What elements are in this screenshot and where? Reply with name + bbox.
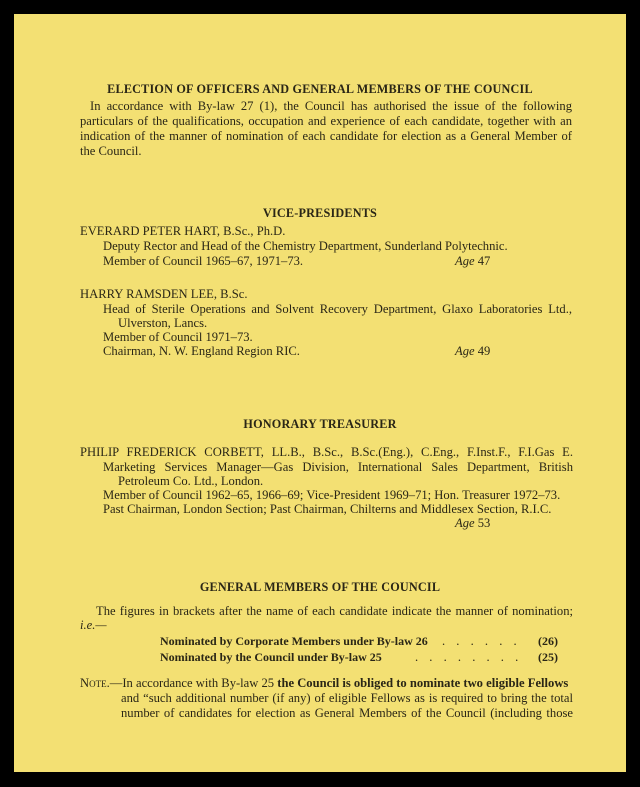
candidate-lee-line-3: Member of Council 1971–73. (103, 330, 253, 344)
treasurer-line-1: Marketing Services Manager—Gas Division, International Sales Department, British (103, 460, 573, 474)
nomination-label-council: Nominated by the Council under By-law 25 (160, 650, 382, 664)
candidate-hart-age: Age 47 (455, 254, 491, 268)
general-members-heading: GENERAL MEMBERS OF THE COUNCIL (199, 580, 441, 594)
treasurer-line-4: Past Chairman, London Section; Past Chairman, Chilterns and Middlesex Section, R.I.C. (103, 502, 552, 516)
nomination-dots-corporate: . . . . . . (442, 634, 521, 648)
nomination-code-council: (25) (538, 650, 558, 664)
vice-presidents-heading: VICE-PRESIDENTS (262, 206, 378, 220)
nomination-dots-council: . . . . . . . . (415, 650, 523, 664)
treasurer-line-3: Member of Council 1962–65, 1966–69; Vice-President 1969–71; Hon. Treasurer 1972–73. (103, 488, 561, 502)
note-prefix: Note. (80, 676, 110, 690)
nomination-label-corporate: Nominated by Corporate Members under By-law 26 (160, 634, 428, 648)
note-line-3: number of candidates for election as General Members of the Council (including those (121, 706, 573, 720)
treasurer-heading: HONORARY TREASURER (243, 417, 397, 431)
candidate-hart-line-2: Member of Council 1965–67, 1971–73. (103, 254, 304, 268)
election-intro-line-3: indication of the manner of nomination of each candidate for election as a General Member of (80, 129, 572, 143)
candidate-lee-line-4: Chairman, N. W. England Region RIC. (103, 344, 300, 358)
election-heading: ELECTION OF OFFICERS AND GENERAL MEMBERS OF THE COUNCIL (107, 82, 533, 96)
candidate-name-hart: EVERARD PETER HART, B.Sc., Ph.D. (80, 224, 286, 238)
note-line-2: and “such additional number (if any) of eligible Fellows as is required to bring the total (121, 691, 573, 705)
candidate-hart-line-1: Deputy Rector and Head of the Chemistry Department, Sunderland Polytechnic. (103, 239, 508, 253)
election-intro-line-1: In accordance with By-law 27 (1), the Council has authorised the issue of the following (90, 99, 572, 113)
candidate-lee-line-1: Head of Sterile Operations and Solvent Recovery Department, Glaxo Laboratories Ltd., (103, 302, 572, 316)
treasurer-name: PHILIP FREDERICK CORBETT, LL.B., B.Sc., B.Sc.(Eng.), C.Eng., F.Inst.F., F.I.Gas E. (80, 445, 573, 459)
treasurer-line-2: Petroleum Co. Ltd., London. (118, 474, 264, 488)
election-intro-line-4: the Council. (80, 144, 142, 158)
candidate-lee-age: Age 49 (455, 344, 491, 358)
candidate-lee-line-2: Ulverston, Lancs. (118, 316, 208, 330)
note-line-1: Note.—In accordance with By-law 25 the Council is obliged to nominate two eligible Fellows (80, 676, 569, 690)
nomination-code-corporate: (26) (538, 634, 558, 648)
general-members-intro: The figures in brackets after the name of each candidate indicate the manner of nomination; (96, 604, 573, 618)
candidate-name-lee: HARRY RAMSDEN LEE, B.Sc. (80, 287, 248, 301)
document-page (14, 14, 626, 772)
election-intro-line-2: particulars of the qualifications, occupation and experience of each candidate, together with an (80, 114, 572, 128)
general-members-ie: i.e.— (80, 618, 107, 632)
treasurer-age: Age 53 (455, 516, 491, 530)
